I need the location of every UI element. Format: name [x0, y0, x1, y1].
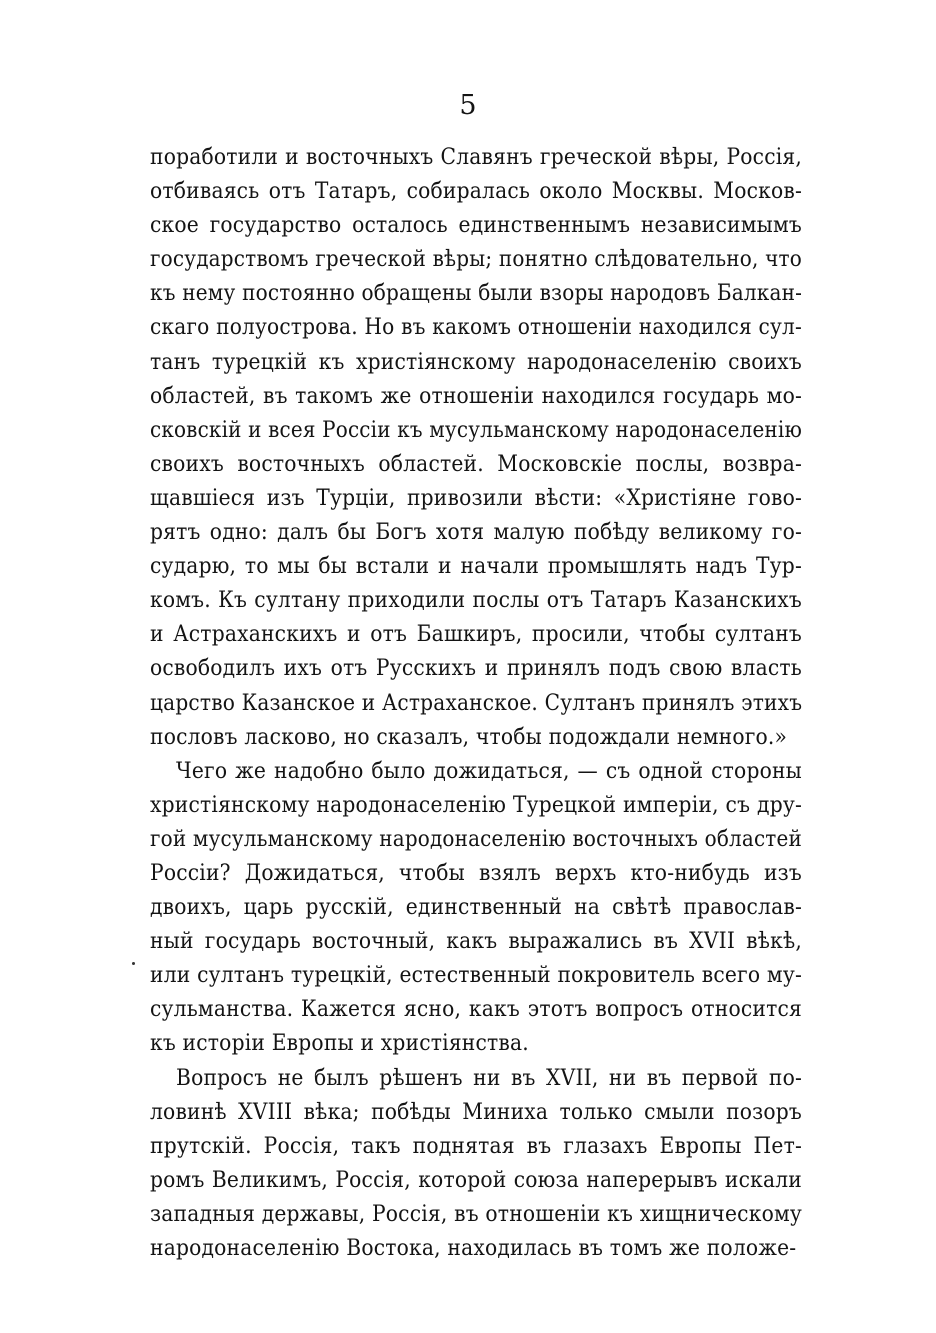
- text-line: или султанъ турецкій, естественный покровитель всего му-: [150, 962, 802, 989]
- text-line: танъ турецкій къ христіянскому народонаселенію своихъ: [150, 348, 802, 375]
- text-line: рятъ одно: далъ бы Богъ хотя малую побѣду великому го-: [150, 519, 802, 546]
- text-line: отбиваясь отъ Татаръ, собиралась около Москвы. Москов-: [150, 178, 802, 205]
- body-text: [150, 140, 802, 1265]
- text-line: ный государь восточный, какъ выражались въ XVII вѣкѣ,: [150, 928, 802, 955]
- text-line: Вопросъ не былъ рѣшенъ ни въ XVII, ни въ первой по-: [176, 1064, 802, 1091]
- text-line: прутскій. Россія, такъ поднятая въ глазахъ Европы Пет-: [150, 1132, 802, 1159]
- text-line: Чего же надобно было дожидаться, — съ одной стороны: [176, 757, 802, 784]
- text-line: сковскій и всея Россіи къ мусульманскому народонаселенію: [150, 416, 802, 443]
- text-line: областей, въ такомъ же отношеніи находился государь мо-: [150, 382, 802, 409]
- paragraph-p3: [150, 1061, 802, 1266]
- text-line: ское государство осталось единственнымъ независимымъ: [150, 212, 802, 239]
- text-line: къ исторіи Европы и христіянства.: [150, 1030, 529, 1057]
- text-line: христіянскому народонаселенію Турецкой имперіи, съ дру-: [150, 791, 802, 818]
- text-line: царство Казанское и Астраханское. Султанъ принялъ этихъ: [150, 689, 803, 716]
- text-line: щавшіеся изъ Турціи, привозили вѣсти: «Христіяне гово-: [150, 484, 802, 511]
- text-line: и Астраханскихъ и отъ Башкиръ, просили, чтобы султанъ: [150, 621, 802, 648]
- paragraph-p1: [150, 140, 802, 754]
- text-line: освободилъ ихъ отъ Русскихъ и принялъ подъ свою власть: [150, 655, 802, 682]
- text-line: къ нему постоянно обращены были взоры народовъ Балкан-: [150, 280, 803, 307]
- text-line: пословъ ласково, но сказалъ, чтобы подождали немного.»: [150, 723, 788, 750]
- text-line: Россіи? Дожидаться, чтобы взялъ верхъ кто-нибудь изъ: [150, 859, 802, 886]
- text-line: сударю, то мы бы встали и начали промышлять надъ Тур-: [150, 553, 802, 580]
- ink-speck: [132, 962, 135, 965]
- text-line: двоихъ, царь русскій, единственный на свѣтѣ православ-: [150, 894, 802, 921]
- text-line: комъ. Къ султану приходили послы отъ Татаръ Казанскихъ: [150, 587, 802, 614]
- text-line: западныя державы, Россія, въ отношеніи къ хищническому: [150, 1200, 803, 1227]
- page-number: 5: [459, 90, 477, 121]
- text-line: государствомъ греческой вѣры; понятно слѣдовательно, что: [150, 246, 802, 273]
- paragraph-p2: [150, 754, 802, 1061]
- text-line: народонаселенію Востока, находилась въ томъ же положе-: [150, 1235, 797, 1261]
- text-line: гой мусульманскому народонаселенію восточныхъ областей: [150, 825, 802, 852]
- text-line: поработили и восточныхъ Славянъ греческой вѣры, Россія,: [150, 144, 802, 170]
- text-line: скаго полуострова. Но въ какомъ отношеніи находился сул-: [150, 314, 802, 341]
- text-line: ромъ Великимъ, Россія, которой союза наперерывъ искали: [150, 1166, 802, 1193]
- text-line: своихъ восточныхъ областей. Московскіе послы, возвра-: [150, 450, 802, 477]
- text-line: сульманства. Кажется ясно, какъ этотъ вопросъ относится: [150, 996, 802, 1023]
- text-line: ловинѣ XVIII вѣка; побѣды Миниха только смыли позоръ: [150, 1098, 802, 1125]
